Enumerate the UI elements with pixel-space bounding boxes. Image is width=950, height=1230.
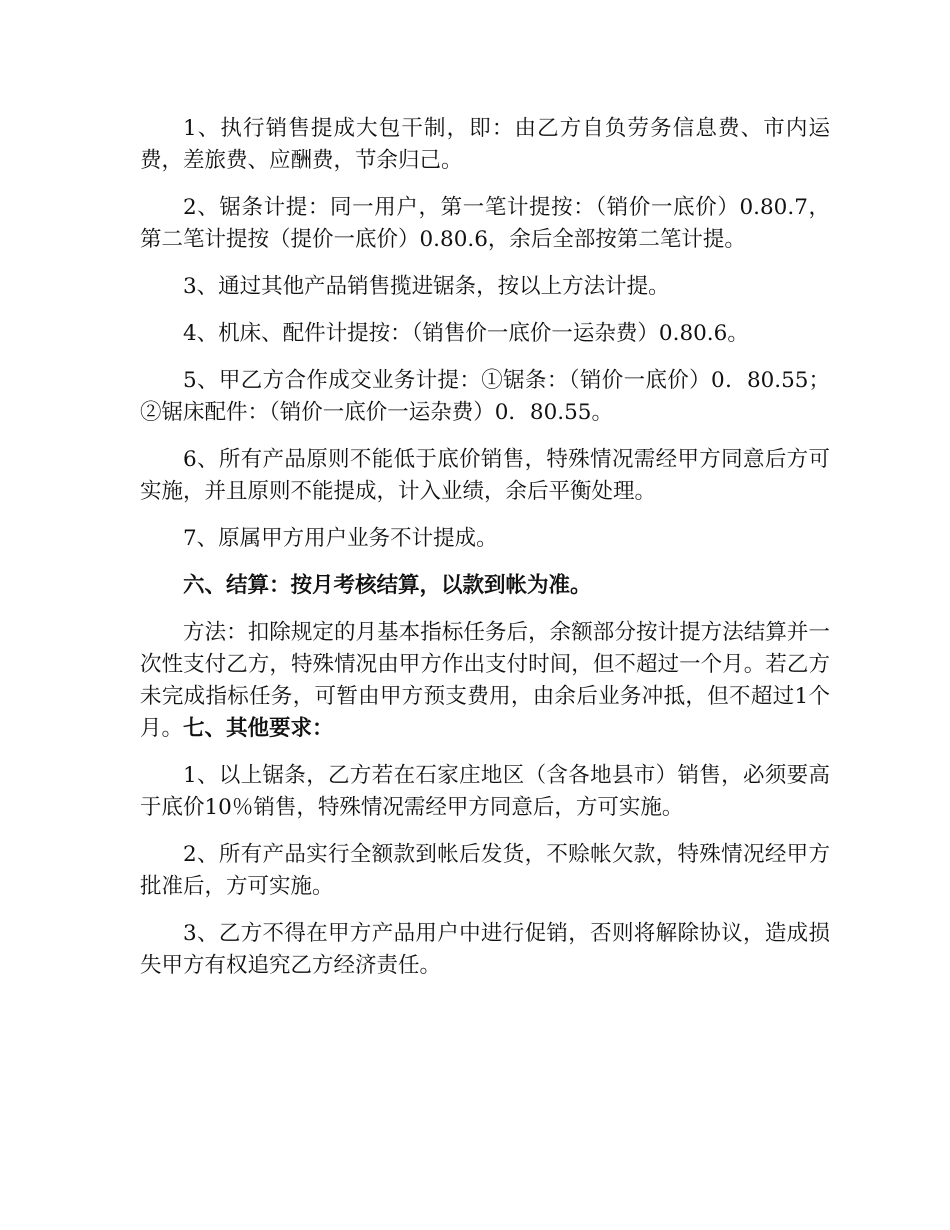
paragraph-method: [140, 617, 830, 745]
paragraph-item-7: [140, 523, 830, 555]
section-heading-settlement: [140, 570, 830, 602]
paragraph-text: 1、执行销售提成大包干制，即：由乙方自负劳务信息费、市内运费，差旅费、应酬费，节余归己。: [140, 116, 830, 173]
paragraph-item-5: [140, 365, 830, 429]
paragraph-text: 7、原属甲方用户业务不计提成。: [183, 526, 498, 551]
paragraph-text: 2、所有产品实行全额款到帐后发货，不赊帐欠款，特殊情况经甲方批准后，方可实施。: [140, 842, 830, 899]
paragraph-item-6: [140, 444, 830, 508]
paragraph-item-2: [140, 192, 830, 256]
paragraph-text: 6、所有产品原则不能低于底价销售，特殊情况需经甲方同意后方可实施，并且原则不能提成，计入业绩，余后平衡处理。: [140, 447, 830, 504]
paragraph-item-3: [140, 271, 830, 303]
paragraph-requirement-1: [140, 760, 830, 824]
paragraph-requirement-2: [140, 839, 830, 903]
paragraph-item-1: [140, 113, 830, 177]
document-body: [140, 113, 830, 997]
paragraph-text: 5、甲乙方合作成交业务计提：①锯条：（销价一底价）0．80.55；②锯床配件：（销价一底价一运杂费）0．80.55。: [140, 368, 830, 425]
paragraph-text: 方法：扣除规定的月基本指标任务后，余额部分按计提方法结算并一次性支付乙方，特殊情况由甲方作出支付时间，但不超过一个月。若乙方未完成指标任务，可暂由甲方预支费用，由余后业务冲抵，但不超过1个月。: [140, 620, 830, 741]
paragraph-requirement-3: [140, 918, 830, 982]
paragraph-text: 4、机床、配件计提按：（销售价一底价一运杂费）0.80.6。: [183, 321, 749, 346]
paragraph-text: 2、锯条计提：同一用户，第一笔计提按：（销价一底价）0.80.7，第二笔计提按（提价一底价）0.80.6，余后全部按第二笔计提。: [140, 195, 830, 252]
section-heading-text: 六、结算：按月考核结算，以款到帐为准。: [183, 573, 592, 598]
paragraph-text: 3、通过其他产品销售揽进锯条，按以上方法计提。: [183, 274, 670, 299]
section-heading-other-requirements: 七、其他要求：: [183, 716, 334, 741]
paragraph-text: 1、以上锯条，乙方若在石家庄地区（含各地县市）销售，必须要高于底价10％销售，特殊情况需经甲方同意后，方可实施。: [140, 763, 830, 820]
paragraph-item-4: [140, 318, 830, 350]
paragraph-text: 3、乙方不得在甲方产品用户中进行促销，否则将解除协议，造成损失甲方有权追究乙方经济责任。: [140, 921, 830, 978]
